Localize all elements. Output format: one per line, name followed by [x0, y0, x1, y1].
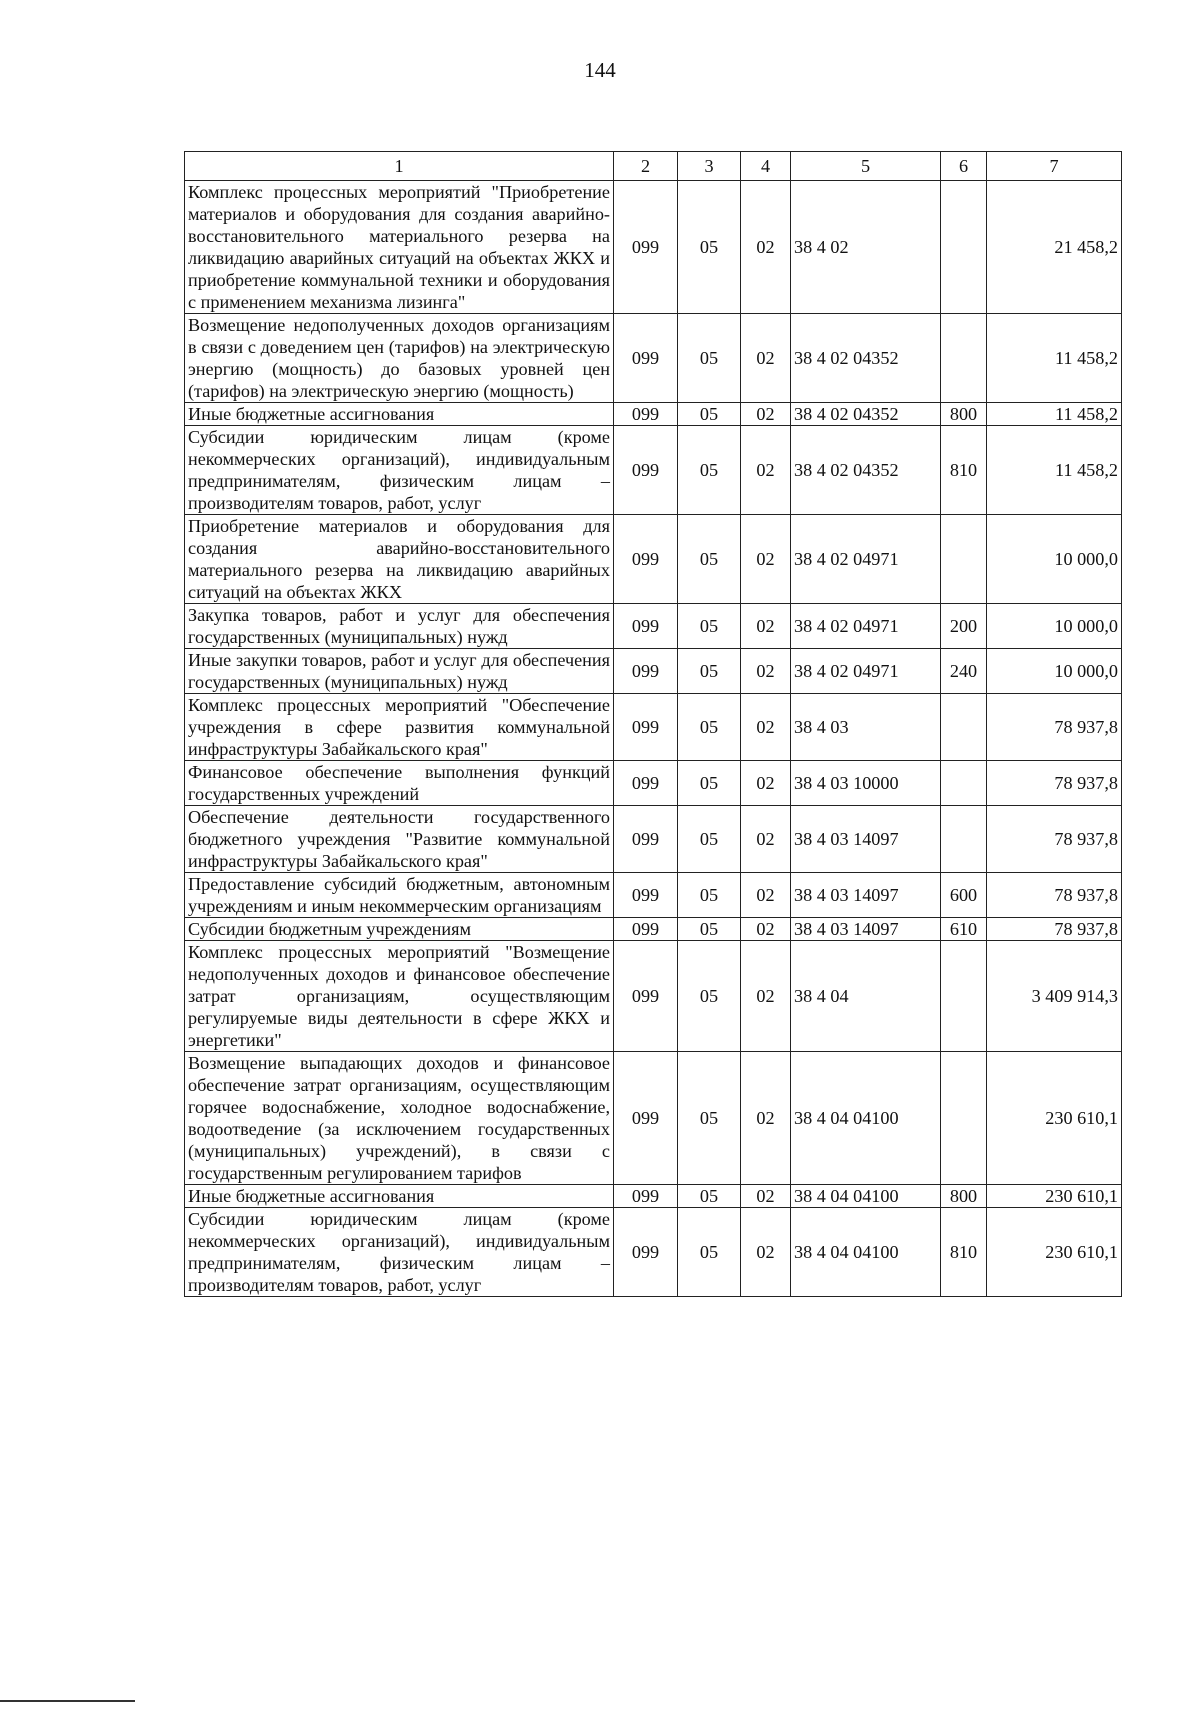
row-sum-cell: 230 610,1: [987, 1052, 1122, 1185]
budget-table: [184, 151, 1122, 1297]
row-target-article-cell: 38 4 03 14097: [791, 918, 941, 941]
row-admin-code-cell: 099: [614, 918, 678, 941]
table-header-row: [185, 152, 1122, 181]
row-expense-type-cell: [941, 694, 987, 761]
row-expense-type-cell: [941, 1052, 987, 1185]
row-name-cell: Возмещение недополученных доходов организациям в связи с доведением цен (тарифов) на электрическую энергию (мощность) до базовых уровней цен (тарифов) на электрическую энергию (мощность): [185, 314, 614, 403]
row-target-article-cell: 38 4 03 14097: [791, 806, 941, 873]
row-expense-type-cell: 810: [941, 426, 987, 515]
row-target-article-cell: 38 4 04 04100: [791, 1185, 941, 1208]
row-sum-cell: 78 937,8: [987, 761, 1122, 806]
row-admin-code-cell: 099: [614, 181, 678, 314]
row-section-cell: 05: [678, 604, 741, 649]
row-sum-cell: 78 937,8: [987, 694, 1122, 761]
row-subsection-cell: 02: [741, 604, 791, 649]
table-row: [185, 403, 1122, 426]
row-name-cell: Закупка товаров, работ и услуг для обеспечения государственных (муниципальных) нужд: [185, 604, 614, 649]
row-admin-code-cell: 099: [614, 314, 678, 403]
row-name-cell: Иные бюджетные ассигнования: [185, 403, 614, 426]
row-target-article-cell: 38 4 02 04352: [791, 426, 941, 515]
row-sum-cell: 10 000,0: [987, 515, 1122, 604]
table-row: [185, 426, 1122, 515]
row-admin-code-cell: 099: [614, 873, 678, 918]
row-sum-cell: 11 458,2: [987, 403, 1122, 426]
row-name-cell: Комплекс процессных мероприятий "Обеспечение учреждения в сфере развития коммунальной инфраструктуры Забайкальского края": [185, 694, 614, 761]
row-target-article-cell: 38 4 04: [791, 941, 941, 1052]
row-section-cell: 05: [678, 918, 741, 941]
row-expense-type-cell: [941, 941, 987, 1052]
row-admin-code-cell: 099: [614, 604, 678, 649]
row-expense-type-cell: 610: [941, 918, 987, 941]
row-admin-code-cell: 099: [614, 403, 678, 426]
row-subsection-cell: 02: [741, 941, 791, 1052]
row-subsection-cell: 02: [741, 694, 791, 761]
row-target-article-cell: 38 4 03 14097: [791, 873, 941, 918]
column-header-4: 4: [741, 152, 791, 181]
row-target-article-cell: 38 4 02 04971: [791, 649, 941, 694]
row-section-cell: 05: [678, 761, 741, 806]
column-header-1: 1: [185, 152, 614, 181]
table-row: [185, 806, 1122, 873]
table-row: [185, 314, 1122, 403]
row-section-cell: 05: [678, 1185, 741, 1208]
row-name-cell: Предоставление субсидий бюджетным, автономным учреждениям и иным некоммерческим организациям: [185, 873, 614, 918]
row-section-cell: 05: [678, 649, 741, 694]
row-admin-code-cell: 099: [614, 806, 678, 873]
row-section-cell: 05: [678, 873, 741, 918]
row-target-article-cell: 38 4 02 04971: [791, 515, 941, 604]
row-target-article-cell: 38 4 02 04971: [791, 604, 941, 649]
row-sum-cell: 21 458,2: [987, 181, 1122, 314]
row-target-article-cell: 38 4 04 04100: [791, 1052, 941, 1185]
row-admin-code-cell: 099: [614, 426, 678, 515]
table-row: [185, 181, 1122, 314]
table-row: [185, 941, 1122, 1052]
column-header-5: 5: [791, 152, 941, 181]
table-row: [185, 1052, 1122, 1185]
row-subsection-cell: 02: [741, 649, 791, 694]
row-subsection-cell: 02: [741, 806, 791, 873]
row-expense-type-cell: [941, 314, 987, 403]
row-name-cell: Субсидии юридическим лицам (кроме некоммерческих организаций), индивидуальным предпринимателям, физическим лицам – производителям товаров, работ, услуг: [185, 426, 614, 515]
table-row: [185, 694, 1122, 761]
row-name-cell: Финансовое обеспечение выполнения функций государственных учреждений: [185, 761, 614, 806]
table-row: [185, 918, 1122, 941]
table-row: [185, 604, 1122, 649]
row-subsection-cell: 02: [741, 918, 791, 941]
row-admin-code-cell: 099: [614, 694, 678, 761]
row-section-cell: 05: [678, 515, 741, 604]
row-admin-code-cell: 099: [614, 941, 678, 1052]
column-header-7: 7: [987, 152, 1122, 181]
row-section-cell: 05: [678, 1208, 741, 1297]
row-section-cell: 05: [678, 941, 741, 1052]
row-admin-code-cell: 099: [614, 761, 678, 806]
row-sum-cell: 78 937,8: [987, 918, 1122, 941]
page-number: 144: [584, 58, 616, 82]
row-section-cell: 05: [678, 694, 741, 761]
row-expense-type-cell: [941, 761, 987, 806]
row-sum-cell: 78 937,8: [987, 806, 1122, 873]
row-subsection-cell: 02: [741, 1052, 791, 1185]
row-sum-cell: 11 458,2: [987, 426, 1122, 515]
row-admin-code-cell: 099: [614, 649, 678, 694]
row-expense-type-cell: [941, 515, 987, 604]
row-sum-cell: 78 937,8: [987, 873, 1122, 918]
row-expense-type-cell: 240: [941, 649, 987, 694]
row-section-cell: 05: [678, 806, 741, 873]
row-section-cell: 05: [678, 403, 741, 426]
row-target-article-cell: 38 4 04 04100: [791, 1208, 941, 1297]
row-admin-code-cell: 099: [614, 1052, 678, 1185]
row-section-cell: 05: [678, 1052, 741, 1185]
row-expense-type-cell: [941, 806, 987, 873]
bottom-rule: [0, 1700, 135, 1702]
row-sum-cell: 10 000,0: [987, 649, 1122, 694]
row-subsection-cell: 02: [741, 873, 791, 918]
table-row: [185, 1185, 1122, 1208]
row-subsection-cell: 02: [741, 403, 791, 426]
row-name-cell: Субсидии юридическим лицам (кроме некоммерческих организаций), индивидуальным предпринимателям, физическим лицам – производителям товаров, работ, услуг: [185, 1208, 614, 1297]
row-name-cell: Возмещение выпадающих доходов и финансовое обеспечение затрат организациям, осуществляющим горячее водоснабжение, холодное водоснабжение, водоотведение (за исключением государственных (муниципальных) учреждений), в связи с государственным регулированием тарифов: [185, 1052, 614, 1185]
row-name-cell: Комплекс процессных мероприятий "Возмещение недополученных доходов и финансовое обеспечение затрат организациям, осуществляющим регулируемые виды деятельности в сфере ЖКХ и энергетики": [185, 941, 614, 1052]
row-section-cell: 05: [678, 314, 741, 403]
row-subsection-cell: 02: [741, 761, 791, 806]
column-header-3: 3: [678, 152, 741, 181]
row-sum-cell: 230 610,1: [987, 1185, 1122, 1208]
table-row: [185, 1208, 1122, 1297]
row-name-cell: Субсидии бюджетным учреждениям: [185, 918, 614, 941]
row-name-cell: Комплекс процессных мероприятий "Приобретение материалов и оборудования для создания аварийно-восстановительного материального резерва на ликвидацию аварийных ситуаций на объектах ЖКХ и приобретение коммунальной техники и оборудования с применением механизма лизинга": [185, 181, 614, 314]
row-subsection-cell: 02: [741, 1208, 791, 1297]
row-target-article-cell: 38 4 03 10000: [791, 761, 941, 806]
row-subsection-cell: 02: [741, 515, 791, 604]
row-target-article-cell: 38 4 02 04352: [791, 314, 941, 403]
row-target-article-cell: 38 4 02: [791, 181, 941, 314]
row-admin-code-cell: 099: [614, 515, 678, 604]
table-row: [185, 649, 1122, 694]
column-header-2: 2: [614, 152, 678, 181]
row-subsection-cell: 02: [741, 1185, 791, 1208]
row-expense-type-cell: 800: [941, 1185, 987, 1208]
table-row: [185, 873, 1122, 918]
row-section-cell: 05: [678, 181, 741, 314]
row-target-article-cell: 38 4 02 04352: [791, 403, 941, 426]
row-name-cell: Обеспечение деятельности государственного бюджетного учреждения "Развитие коммунальной инфраструктуры Забайкальского края": [185, 806, 614, 873]
row-sum-cell: 11 458,2: [987, 314, 1122, 403]
row-expense-type-cell: 200: [941, 604, 987, 649]
row-section-cell: 05: [678, 426, 741, 515]
row-name-cell: Приобретение материалов и оборудования для создания аварийно-восстановительного материального резерва на ликвидацию аварийных ситуаций на объектах ЖКХ: [185, 515, 614, 604]
table-row: [185, 515, 1122, 604]
row-subsection-cell: 02: [741, 181, 791, 314]
column-header-6: 6: [941, 152, 987, 181]
row-expense-type-cell: [941, 181, 987, 314]
row-expense-type-cell: 600: [941, 873, 987, 918]
table-body: [185, 181, 1122, 1297]
row-admin-code-cell: 099: [614, 1185, 678, 1208]
row-name-cell: Иные бюджетные ассигнования: [185, 1185, 614, 1208]
row-subsection-cell: 02: [741, 314, 791, 403]
row-sum-cell: 10 000,0: [987, 604, 1122, 649]
row-sum-cell: 230 610,1: [987, 1208, 1122, 1297]
row-name-cell: Иные закупки товаров, работ и услуг для обеспечения государственных (муниципальных) нужд: [185, 649, 614, 694]
table-row: [185, 761, 1122, 806]
row-target-article-cell: 38 4 03: [791, 694, 941, 761]
row-subsection-cell: 02: [741, 426, 791, 515]
row-admin-code-cell: 099: [614, 1208, 678, 1297]
row-expense-type-cell: 800: [941, 403, 987, 426]
row-expense-type-cell: 810: [941, 1208, 987, 1297]
row-sum-cell: 3 409 914,3: [987, 941, 1122, 1052]
